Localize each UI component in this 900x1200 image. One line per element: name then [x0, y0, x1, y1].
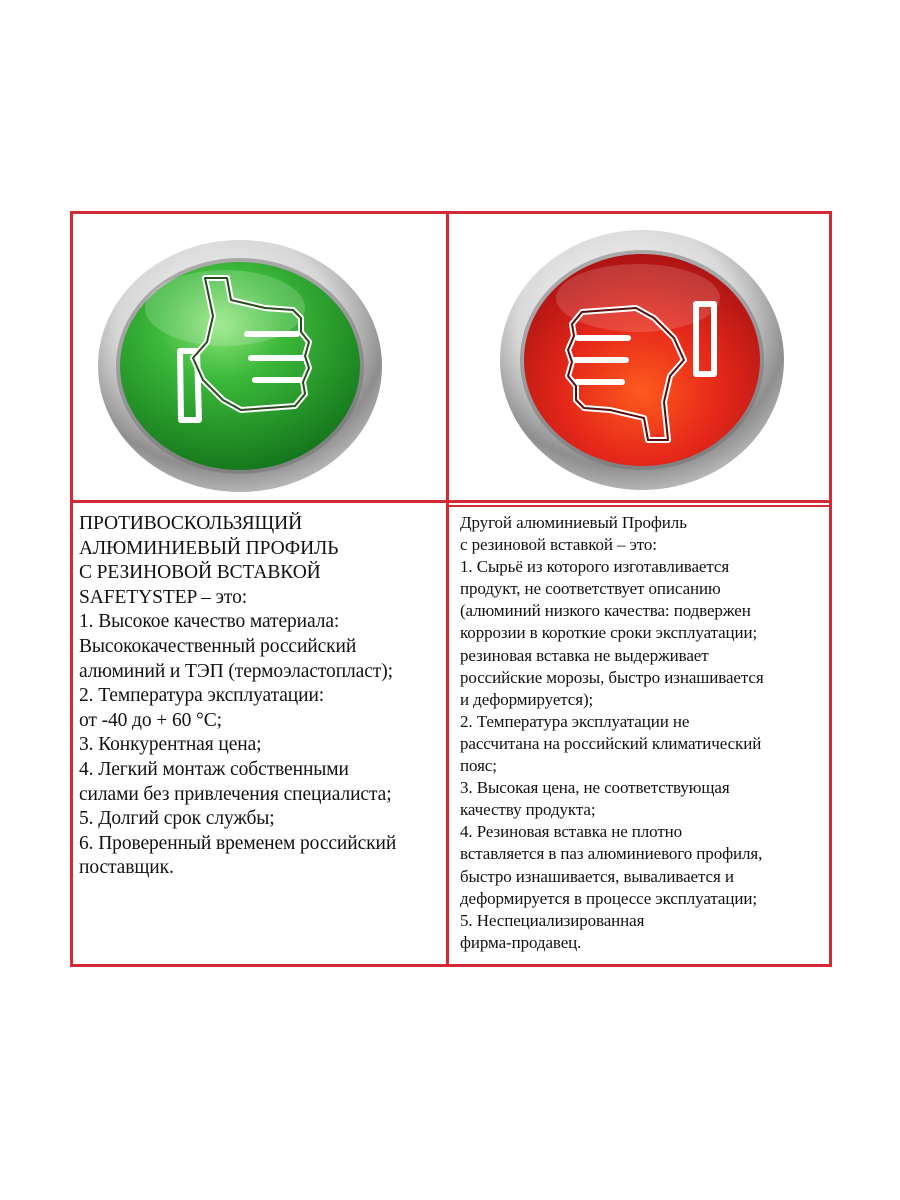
- right-line: резиновая вставка не выдерживает: [460, 645, 709, 665]
- right-line: 4. Резиновая вставка не плотно: [460, 822, 683, 842]
- left-line: 5. Долгий срок службы;: [79, 808, 275, 830]
- right-line: (алюминий низкого качества: подвержен: [460, 601, 751, 621]
- thumbs-up-icon: [97, 238, 387, 498]
- thumbs-up-button-graphic: [97, 238, 387, 498]
- left-line: силами без привлечения специалиста;: [79, 783, 392, 805]
- right-line: деформируется в процессе эксплуатации;: [460, 888, 757, 908]
- right-line: рассчитана на российский климатический: [460, 733, 762, 753]
- advantages-text: [79, 512, 449, 881]
- left-line: от -40 до + 60 °С;: [79, 709, 222, 731]
- left-line: 6. Проверенный временем российский: [79, 832, 397, 854]
- right-line: Другой алюминиевый Профиль: [460, 513, 687, 532]
- right-line: продукт, не соответствует описанию: [460, 579, 721, 599]
- right-line: и деформируется);: [460, 689, 594, 709]
- left-line: Высококачественный российский: [79, 635, 357, 657]
- right-line: 3. Высокая цена, не соответствующая: [460, 778, 730, 798]
- right-line: быстро изнашивается, вываливается и: [460, 866, 734, 886]
- right-line: фирма-продавец.: [460, 932, 582, 952]
- right-line: с резиновой вставкой – это:: [460, 535, 657, 555]
- left-line: 1. Высокое качество материала:: [79, 611, 340, 633]
- thumbs-down-button-graphic: [498, 228, 788, 494]
- right-line: 5. Неспециализированная: [460, 910, 645, 930]
- left-line: ПРОТИВОСКОЛЬЗЯЩИЙ: [79, 513, 303, 534]
- row-divider: [70, 500, 832, 503]
- left-line: поставщик.: [79, 857, 174, 879]
- right-line: качеству продукта;: [460, 800, 596, 820]
- left-line: 3. Конкурентная цена;: [79, 734, 262, 756]
- right-line: 2. Температура эксплуатации не: [460, 711, 690, 731]
- left-line: АЛЮМИНИЕВЫЙ ПРОФИЛЬ: [79, 537, 339, 559]
- left-line: С РЕЗИНОВОЙ ВСТАВКОЙ: [79, 562, 321, 584]
- right-line: пояс;: [460, 756, 497, 776]
- left-line: SAFETYSTEP – это:: [79, 586, 248, 608]
- right-line: коррозии в короткие сроки эксплуатации;: [460, 623, 758, 643]
- disadvantages-text: [460, 512, 832, 954]
- left-line: 4. Легкий монтаж собственными: [79, 758, 349, 780]
- row-divider-right: [449, 505, 832, 507]
- left-line: 2. Температура эксплуатации:: [79, 685, 325, 707]
- right-line: российские морозы, быстро изнашивается: [460, 667, 764, 687]
- right-line: вставляется в паз алюминиевого профиля,: [460, 844, 763, 864]
- thumbs-down-icon: [498, 228, 788, 494]
- right-line: 1. Сырьё из которого изготавливается: [460, 557, 730, 577]
- left-line: алюминий и ТЭП (термоэластопласт);: [79, 660, 393, 682]
